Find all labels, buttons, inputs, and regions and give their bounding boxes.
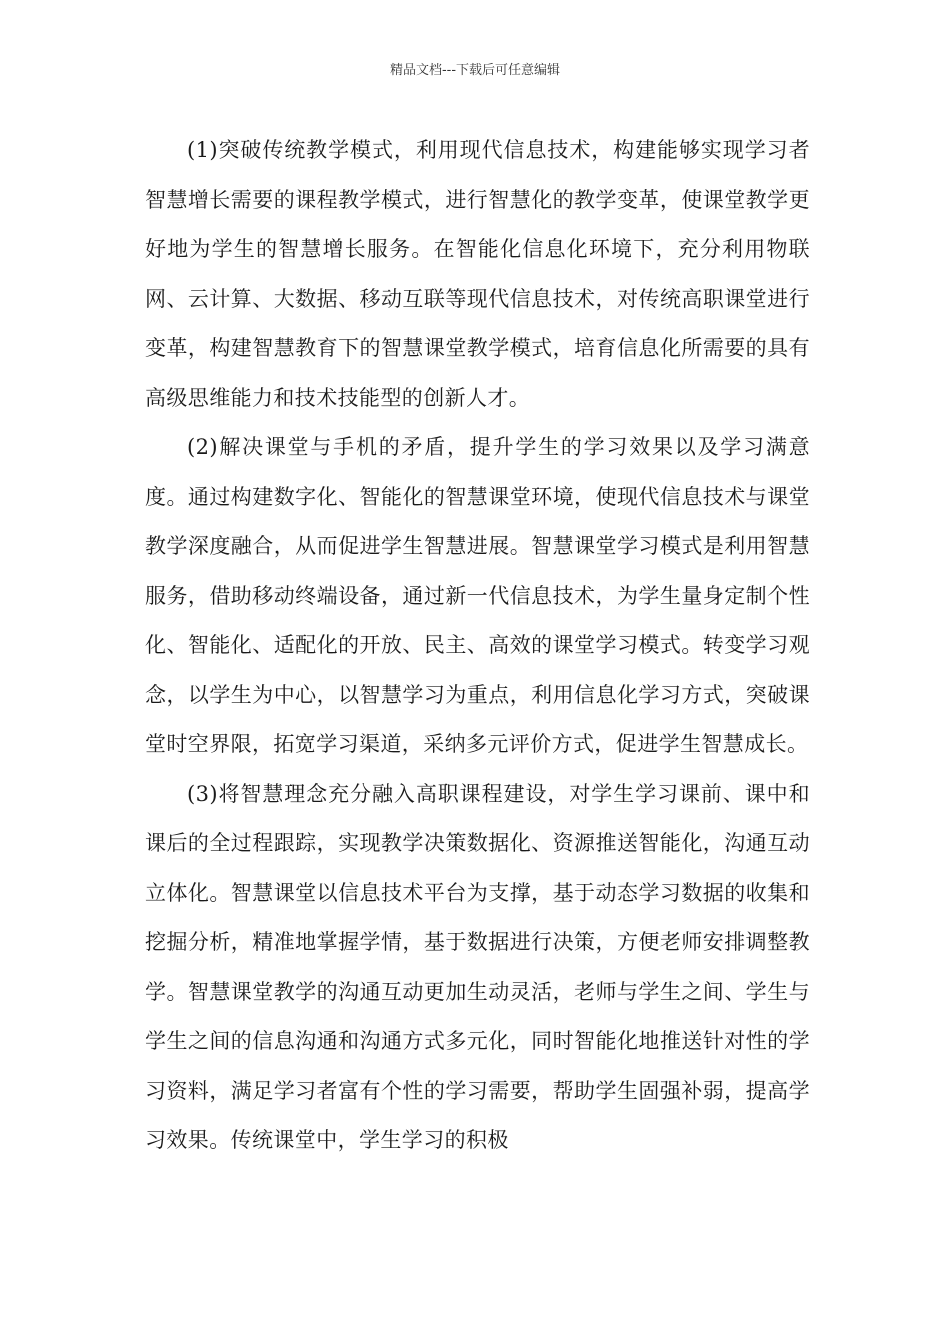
document-body — [145, 126, 810, 1166]
page-header: 精品文档---下载后可任意编辑 — [389, 63, 561, 78]
paragraph-1: (1)突破传统教学模式，利用现代信息技术，构建能够实现学习者智慧增长需要的课程教学模式，进行智慧化的教学变革，使课堂教学更好地为学生的智慧增长服务。在智能化信息化环境下，充分利用物联网、云计算、大数据、移动互联等现代信息技术，对传统高职课堂进行变革，构建智慧教育下的智慧课堂教学模式，培育信息化所需要的具有高级思维能力和技术技能型的创新人才。 — [145, 138, 810, 410]
paragraph-3: (3)将智慧理念充分融入高职课程建设，对学生学习课前、课中和课后的全过程跟踪，实现教学决策数据化、资源推送智能化，沟通互动立体化。智慧课堂以信息技术平台为支撑，基于动态学习数据的收集和挖掘分析，精准地掌握学情，基于数据进行决策，方便老师安排调整教学。智慧课堂教学的沟通互动更加生动灵活，老师与学生之间、学生与学生之间的信息沟通和沟通方式多元化，同时智能化地推送针对性的学习资料，满足学习者富有个性的学习需要，帮助学生固强补弱，提高学习效果。传统课堂中，学生学习的积极 — [145, 781, 810, 1152]
paragraph-2: (2)解决课堂与手机的矛盾，提升学生的学习效果以及学习满意度。通过构建数字化、智能化的智慧课堂环境，使现代信息技术与课堂教学深度融合，从而促进学生智慧进展。智慧课堂学习模式是利用智慧服务，借助移动终端设备，通过新一代信息技术，为学生量身定制个性化、智能化、适配化的开放、民主、高效的课堂学习模式。转变学习观念，以学生为中心，以智慧学习为重点，利用信息化学习方式，突破课堂时空界限，拓宽学习渠道，采纳多元评价方式，促进学生智慧成长。 — [145, 435, 810, 756]
